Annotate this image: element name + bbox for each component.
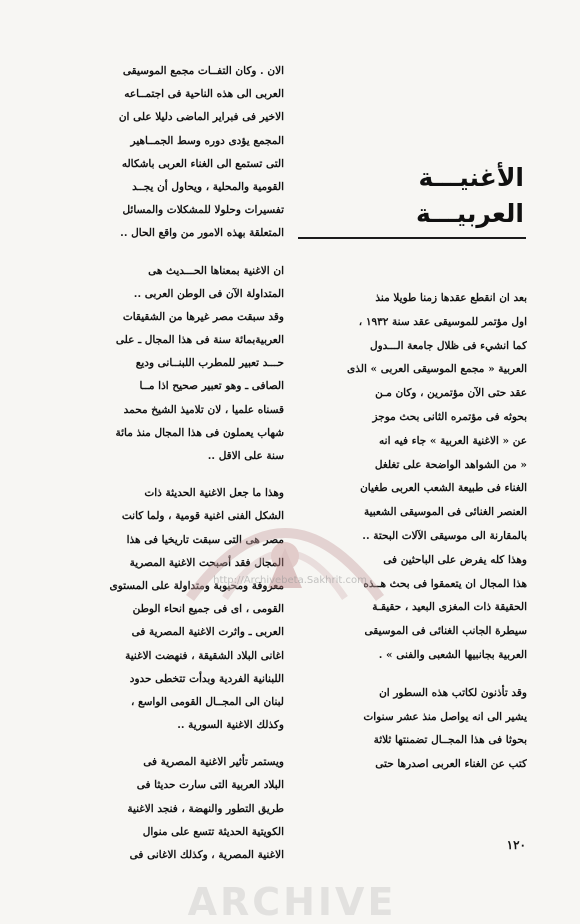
text-line: الشكل الفنى اغنية قومية ، ولما كانت xyxy=(121,510,284,523)
text-line: سيطرة الجانب الغنائى فى الموسيقى xyxy=(364,625,527,638)
watermark-url: http://Archivebeta.Sakhrit.com xyxy=(213,575,367,586)
text-line: تفسيرات وحلولا للمشكلات والمسائل xyxy=(122,204,284,217)
text-line: كتب عن الغناء العربى اصدرها حتى xyxy=(375,758,527,771)
text-line: عقد حتى الآن مؤتمرين ، وكان مـن xyxy=(375,387,527,400)
text-line: بعد ان انقطع عقدها زمنا طويلا منذ xyxy=(375,292,527,304)
archive-logo-icon xyxy=(190,533,380,598)
left-text-column xyxy=(88,60,284,881)
text-line: التى تستمع الى الغناء العربى باشكاله xyxy=(121,157,284,170)
text-line: وهذا ما جعل الاغنية الحديثة ذات xyxy=(144,487,284,500)
text-line: بحوثه فى مؤتمره الثانى بحث موجز xyxy=(372,410,527,423)
title-underline xyxy=(298,237,526,239)
text-line: الان . وكان التفــات مجمع الموسيقى xyxy=(122,65,284,77)
paragraph xyxy=(88,60,284,246)
text-line: هذا المجال ان يتعمقوا فى بحث هــذه xyxy=(363,577,527,590)
text-line: العربيةبمائة سنة فى هذا المجال ـ على xyxy=(115,334,284,347)
text-line: « من الشواهد الواضحة على تغلغل xyxy=(374,458,527,471)
text-line: معروفة ومحبوبة ومتداولة على المستوى xyxy=(109,579,284,592)
text-line: مصر هى التى سبقت تاريخيا فى هذا xyxy=(126,533,284,546)
text-line: عن « الاغنية العربية » جاء فيه انه xyxy=(379,434,527,447)
text-line: المتعلقة بهذه الامور من واقع الحال .. xyxy=(120,227,284,240)
archive-logo-watermark xyxy=(150,478,420,628)
text-line: ان الاغنية بمعناها الحـــديث هى xyxy=(148,264,284,277)
text-line: اول مؤتمر للموسيقى عقد سنة ١٩٣٢ ، xyxy=(358,315,527,328)
text-line: الاخير فى فبراير الماضى دليلا على ان xyxy=(118,111,284,124)
text-line: وقد سبقت مصر غيرها من الشقيقات xyxy=(122,310,284,323)
text-line: القومى ، اى فى جميع انحاء الوطن xyxy=(132,603,284,616)
text-line: لبنان الى المجــال القومى الواسع ، xyxy=(131,695,284,708)
text-line: شهاب يعملون فى هذا المجال منذ مائة xyxy=(115,426,284,439)
text-line: المجال فقد أصبحت الاغنية المصرية xyxy=(129,556,284,569)
text-line: بحوثا فى هذا المجــال تضمنتها ثلاثة xyxy=(373,734,527,747)
text-line: حـــد تعبير للمطرب اللبنــانى وديع xyxy=(135,357,284,370)
text-line: الغناء فى طبيعة الشعب العربى طغيان xyxy=(360,482,527,495)
text-line: القومية والمحلية ، ويحاول أن يجــد xyxy=(132,180,284,193)
title-line-2: العربيـــة xyxy=(415,199,524,228)
text-line: طريق التطور والنهضة ، فنجد الاغنية xyxy=(127,802,284,815)
text-line: العربى ـ واثرت الاغنية المصرية فى xyxy=(131,626,284,639)
text-line: العربية « مجمع الموسيقى العربى » الذى xyxy=(347,363,527,376)
text-line: اللبنانية الفردية وبدأت تتخطى حدود xyxy=(129,672,284,685)
text-line: المتداولة الآن فى الوطن العربى .. xyxy=(133,287,284,300)
text-line: اغانى البلاد الشقيقة ، فنهضت الاغنية xyxy=(125,649,284,662)
text-line: العربى الى هذه الناحية فى اجتمــاعه xyxy=(124,88,284,101)
paragraph xyxy=(88,751,284,867)
text-line: العربية بجانبيها الشعبى والفنى » . xyxy=(378,648,527,661)
text-line: ويستمر تأثير الاغنية المصرية فى xyxy=(143,756,284,769)
text-line: البلاد العربية التى سارت حديثا فى xyxy=(136,779,284,792)
text-line: سنة على الاقل .. xyxy=(207,450,284,462)
text-line: العنصر الغنائى فى الموسيقى الشعبية xyxy=(363,506,527,519)
page-number: ١٢٠ xyxy=(506,838,526,852)
text-line: الصافى ـ وهو تعبير صحيح اذا مــا xyxy=(139,380,284,393)
paragraph xyxy=(305,682,527,777)
text-line: المجمع يؤدى دوره وسط الجمــاهير xyxy=(130,134,284,147)
text-line: يشير الى انه يواصل منذ عشر سنوات xyxy=(363,710,527,723)
text-line: وهذا كله يفرض على الباحثين فى xyxy=(383,553,527,566)
text-line: الكويتية الحديثة تتسع على منوال xyxy=(142,825,284,838)
text-line: قسناه علميا ، لان تلاميذ الشيخ محمد xyxy=(123,403,284,416)
title-line-1: الأغنيـــة xyxy=(418,163,524,192)
text-line: الحقيقة ذات المغزى البعيد ، حقيقـة xyxy=(372,601,527,614)
article-title xyxy=(298,160,524,232)
text-line: الاغنية المصرية ، وكذلك الاغانى فى xyxy=(129,849,284,861)
text-line: كما انشيء فى ظلال جامعة الـــدول xyxy=(369,339,527,352)
text-line: وقد تأذنون لكاتب هذه السطور ان xyxy=(379,686,527,699)
watermark-text: ARCHIVE xyxy=(187,880,397,924)
text-line: بالمقارنة الى موسيقى الآلات البحتة .. xyxy=(362,529,527,542)
paragraph xyxy=(88,260,284,469)
text-line: وكذلك الاغنية السورية .. xyxy=(177,719,284,732)
